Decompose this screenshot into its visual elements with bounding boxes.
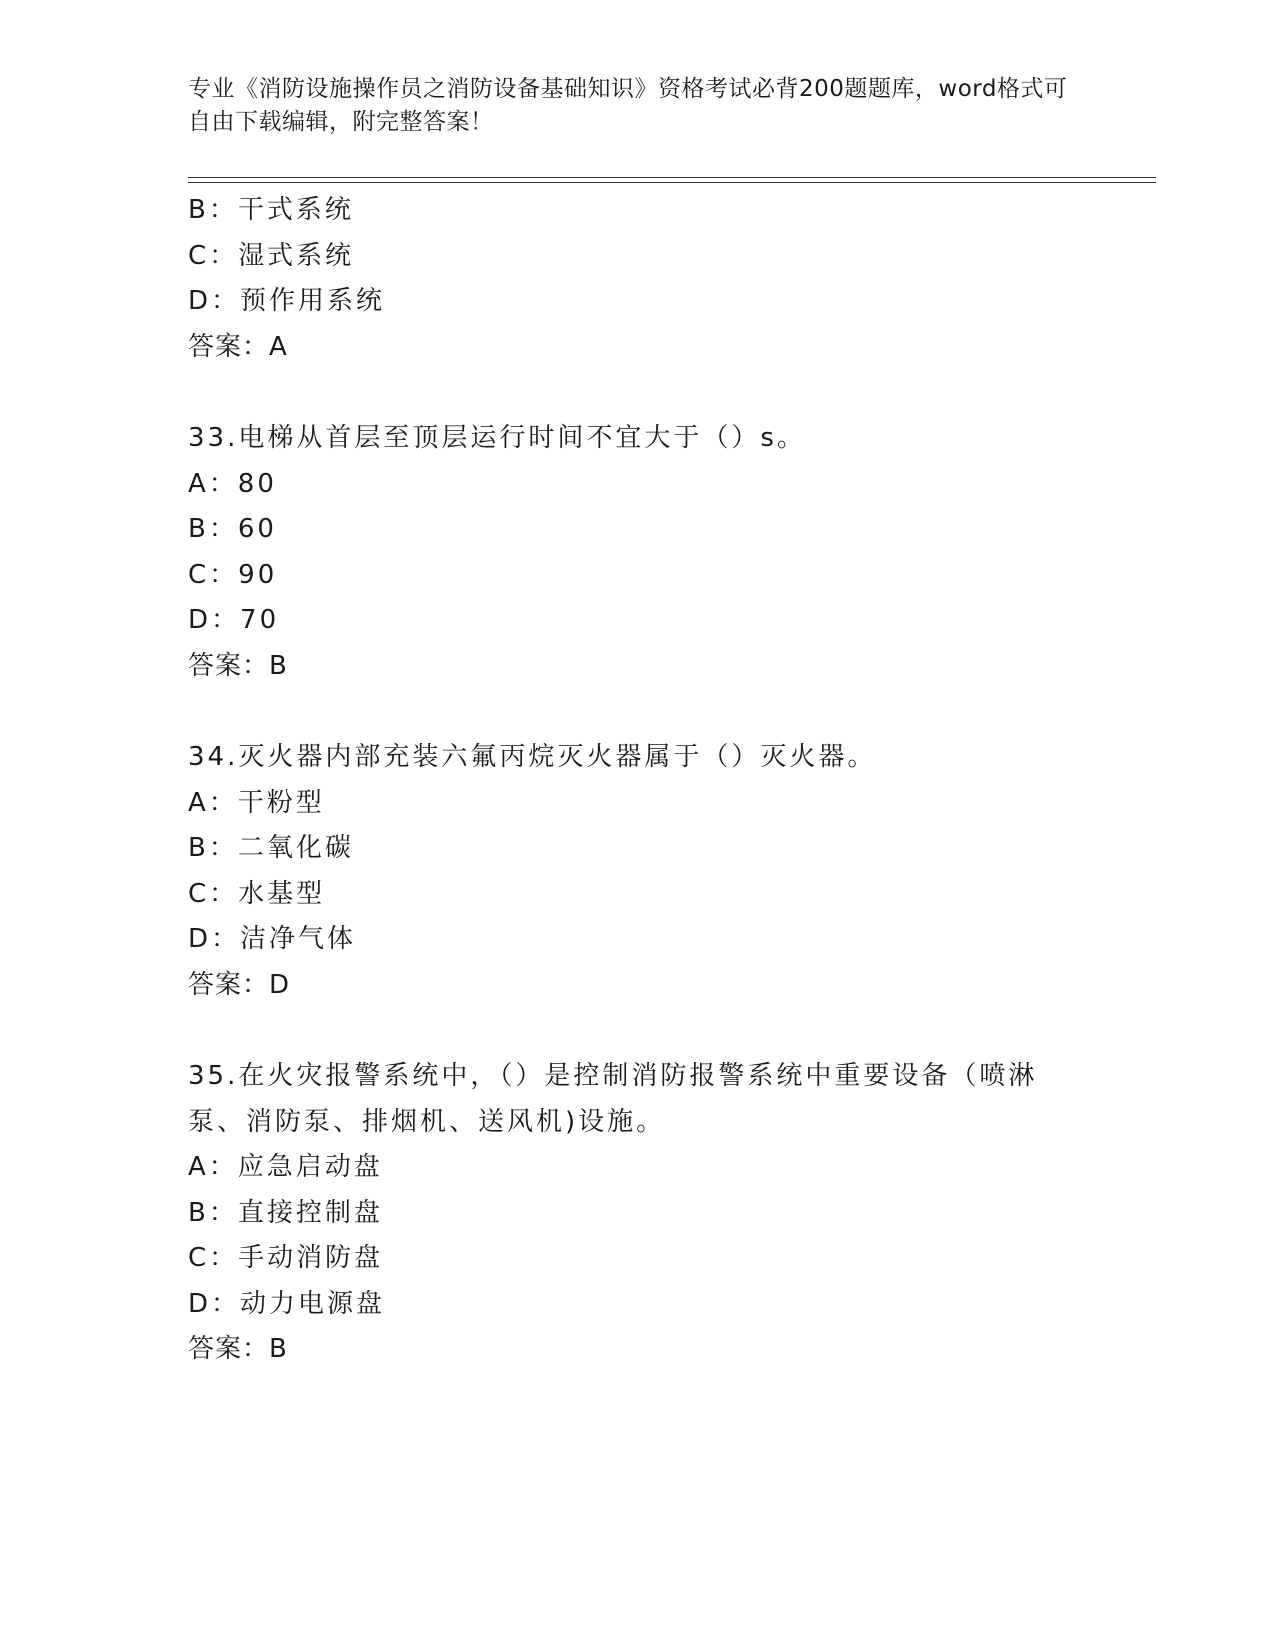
option-c: C：湿式系统	[188, 240, 355, 271]
option-d: D：70	[188, 605, 280, 635]
option-a: A：干粉型	[188, 787, 325, 818]
option-b: B：直接控制盘	[188, 1197, 383, 1228]
question-block-34	[188, 735, 1088, 1008]
option-d: D：预作用系统	[188, 286, 386, 316]
question-text: 34.灭火器内部充装六氟丙烷灭火器属于（）灭火器。	[188, 742, 877, 772]
question-block-33	[188, 416, 1088, 689]
answer: 答案：B	[188, 650, 288, 681]
option-b: B：干式系统	[188, 195, 354, 225]
prev-question-block	[188, 188, 1088, 370]
header-rule-bottom	[188, 182, 1156, 183]
spacer	[188, 689, 1088, 735]
document-header: 专业《消防设施操作员之消防设备基础知识》资格考试必背200题题库，word格式可自由下载编辑，附完整答案！	[188, 76, 1068, 135]
question-text: 33.电梯从首层至顶层运行时间不宜大于（）s。	[188, 423, 806, 453]
answer: 答案：B	[188, 1334, 288, 1364]
spacer	[188, 370, 1088, 416]
option-c: C：手动消防盘	[188, 1243, 384, 1273]
question-block-35	[188, 1054, 1088, 1373]
option-d: D：动力电源盘	[188, 1288, 386, 1319]
option-c: C：90	[188, 559, 278, 590]
spacer	[188, 1008, 1088, 1054]
question-content	[188, 188, 1088, 1373]
option-a: A：80	[188, 468, 277, 499]
option-b: B：二氧化碳	[188, 833, 354, 863]
question-text: 35.在火灾报警系统中，（）是控制消防报警系统中重要设备（喷淋泵、消防泵、排烟机、送风机)设施。	[188, 1061, 1038, 1137]
option-c: C：水基型	[188, 878, 326, 909]
answer: 答案：A	[188, 331, 288, 362]
option-a: A：应急启动盘	[188, 1152, 383, 1182]
option-d: D：洁净气体	[188, 924, 357, 954]
option-b: B：60	[188, 514, 277, 544]
header-rule-top	[188, 177, 1156, 178]
answer: 答案：D	[188, 969, 291, 1000]
